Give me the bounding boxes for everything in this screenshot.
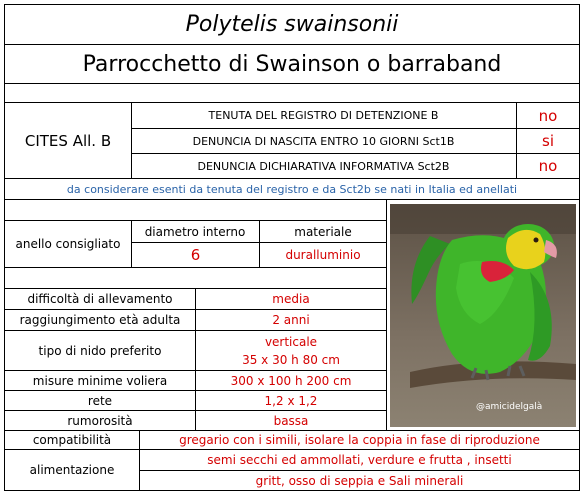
- spacer-row: [4, 84, 580, 103]
- cites-row-2-value: si: [516, 129, 580, 154]
- cites-row-3-value: no: [516, 154, 580, 179]
- detail-label-noise: rumorosità: [4, 411, 196, 431]
- spacer-row-3: [4, 268, 387, 289]
- detail-value-adult-age: 2 anni: [195, 310, 387, 331]
- bird-photo: [390, 204, 576, 427]
- food-value-line-1: semi secchi ed ammollati, verdure e frutta , insetti: [139, 450, 580, 471]
- cites-row-1-text: TENUTA DEL REGISTRO DI DETENZIONE B: [131, 103, 517, 129]
- ring-material-value: duralluminio: [259, 243, 387, 268]
- cites-row-1-value: no: [516, 103, 580, 129]
- compat-value: gregario con i simili, isolare la coppia in fase di riproduzione: [139, 431, 580, 450]
- detail-label-difficulty: difficoltà di allevamento: [4, 289, 196, 310]
- detail-label-adult-age: raggiungimento età adulta: [4, 310, 196, 331]
- detail-value-noise: bassa: [195, 411, 387, 431]
- food-label: alimentazione: [4, 450, 140, 491]
- detail-value-aviary: 300 x 100 h 200 cm: [195, 371, 387, 391]
- scientific-name: Polytelis swainsonii: [4, 4, 580, 44]
- detail-value-mesh: 1,2 x 1,2: [195, 391, 387, 411]
- ring-label: anello consigliato: [4, 221, 132, 268]
- detail-value-difficulty: media: [195, 289, 387, 310]
- nest-size: 35 x 30 h 80 cm: [242, 352, 340, 367]
- cites-row-3-text: DENUNCIA DICHIARATIVA INFORMATIVA Sct2B: [131, 154, 517, 179]
- detail-label-nest: tipo di nido preferito: [4, 331, 196, 371]
- cites-note: da considerare esenti da tenuta del registro e da Sct2b se nati in Italia ed anellati: [4, 179, 580, 200]
- food-value-line-2: gritt, osso di seppia e Sali minerali: [139, 471, 580, 491]
- common-name: Parrocchetto di Swainson o barraband: [4, 44, 580, 84]
- cites-label: CITES All. B: [4, 103, 132, 179]
- detail-label-mesh: rete: [4, 391, 196, 411]
- cites-row-2-text: DENUNCIA DI NASCITA ENTRO 10 GIORNI Sct1B: [131, 129, 517, 154]
- spacer-row-2: [4, 200, 387, 221]
- ring-diameter-header: diametro interno: [131, 221, 260, 243]
- nest-type: verticale: [264, 334, 318, 349]
- photo-watermark: @amicidelgalà: [476, 402, 543, 412]
- detail-value-nest: [195, 331, 387, 371]
- ring-diameter-value: 6: [131, 243, 260, 268]
- ring-material-header: materiale: [259, 221, 387, 243]
- parrot-image: [390, 204, 576, 427]
- detail-label-aviary: misure minime voliera: [4, 371, 196, 391]
- compat-label: compatibilità: [4, 431, 140, 450]
